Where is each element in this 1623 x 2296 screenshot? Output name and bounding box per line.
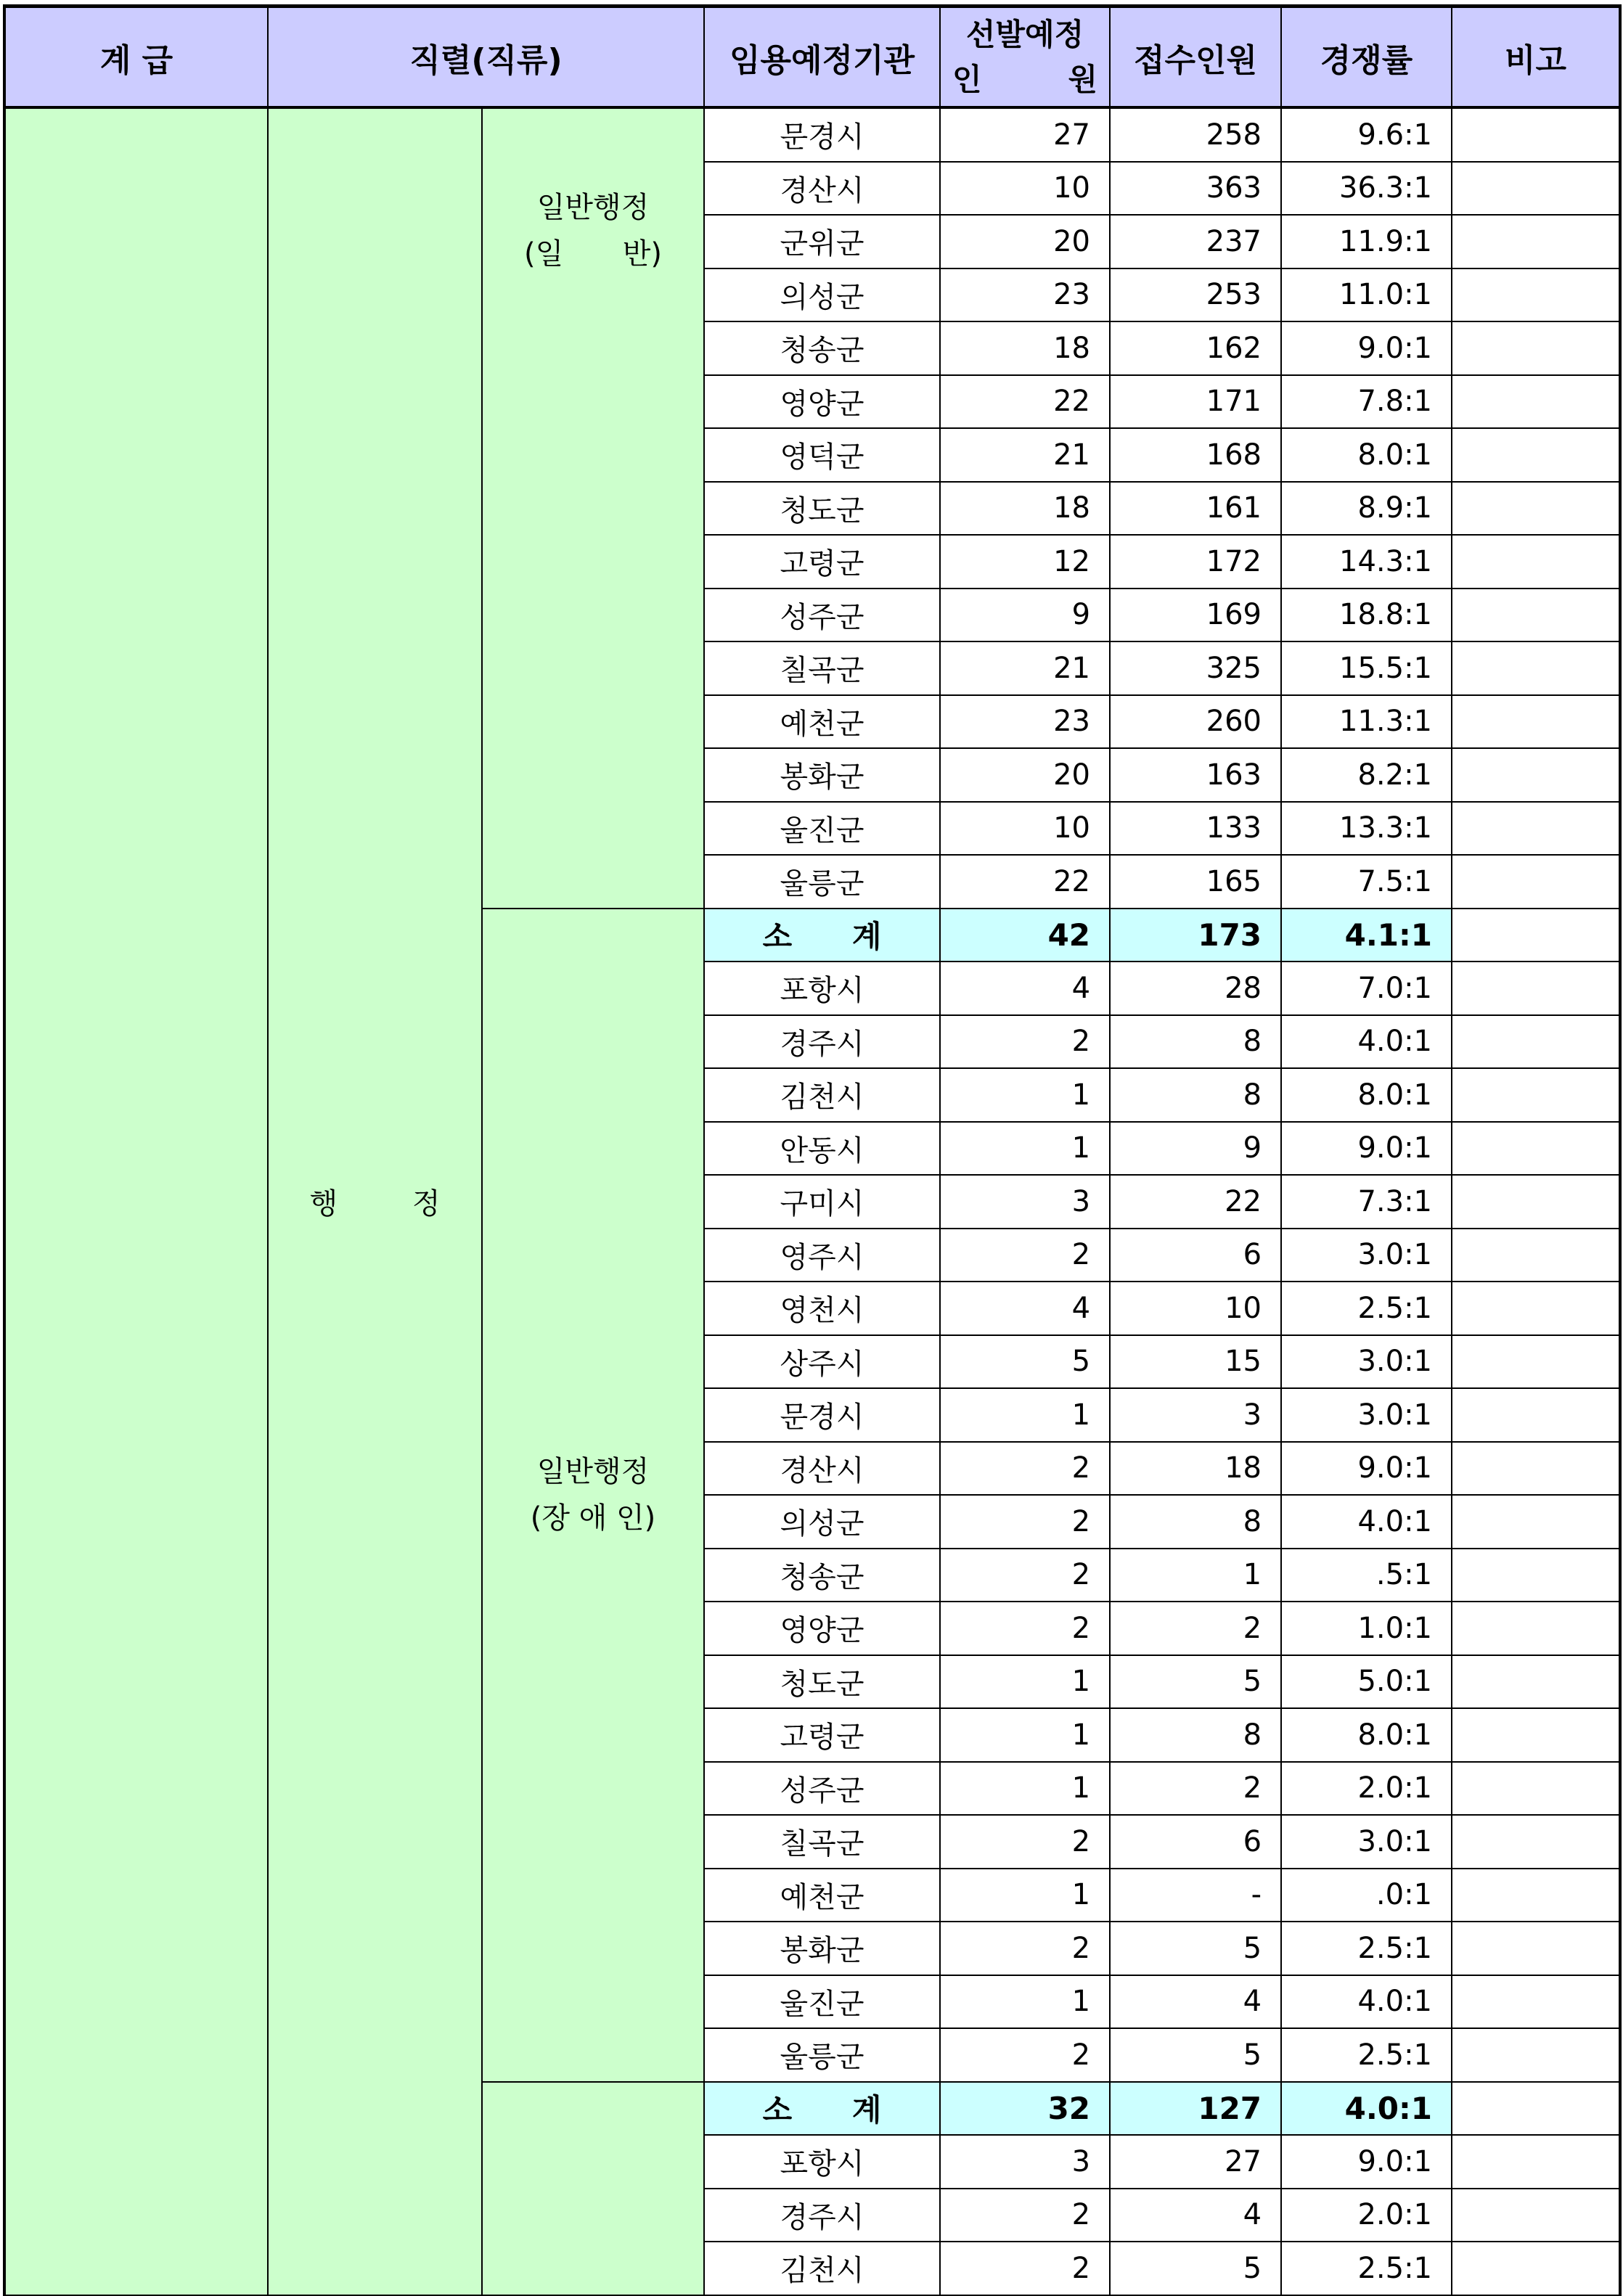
ratio-cell: 2.5:1 [1281, 1922, 1452, 1975]
agency-cell: 울진군 [704, 1975, 940, 2029]
ratio-cell: 2.5:1 [1281, 2028, 1452, 2082]
quota-cell: 4 [940, 962, 1110, 1015]
quota-cell: 2 [940, 1922, 1110, 1975]
ratio-cell: 7.8:1 [1281, 375, 1452, 429]
quota-cell: 12 [940, 535, 1110, 589]
applicants-cell: 165 [1110, 855, 1281, 909]
remarks-cell [1452, 1335, 1620, 1389]
ratio-cell: 11.9:1 [1281, 215, 1452, 268]
remarks-cell [1452, 1602, 1620, 1655]
applicants-cell: 363 [1110, 162, 1281, 216]
applicants-cell: 8 [1110, 1068, 1281, 1122]
applicants-cell: 168 [1110, 428, 1281, 482]
applicants-cell: 8 [1110, 1495, 1281, 1549]
quota-cell: 5 [940, 1335, 1110, 1389]
category-cell [482, 909, 704, 2082]
quota-cell: 3 [940, 2135, 1110, 2189]
remarks-cell [1452, 855, 1620, 909]
agency-cell: 영양군 [704, 375, 940, 429]
remarks-cell [1452, 1762, 1620, 1816]
quota-cell: 1 [940, 1655, 1110, 1709]
ratio-cell: 3.0:1 [1281, 1335, 1452, 1389]
ratio-cell: 3.0:1 [1281, 1388, 1452, 1442]
remarks-cell [1452, 1175, 1620, 1229]
quota-cell: 2 [940, 2189, 1110, 2242]
agency-cell: 성주군 [704, 589, 940, 642]
applicants-cell: 325 [1110, 641, 1281, 695]
applicants-cell: 4 [1110, 2189, 1281, 2242]
agency-cell: 문경시 [704, 1388, 940, 1442]
applicants-cell: 173 [1110, 909, 1281, 962]
quota-cell: 4 [940, 1282, 1110, 1335]
applicants-cell: 18 [1110, 1442, 1281, 1496]
header-ratio: 경쟁률 [1281, 7, 1452, 108]
applicants-cell: 3 [1110, 1388, 1281, 1442]
applicants-cell: 133 [1110, 802, 1281, 856]
ratio-cell: 4.1:1 [1281, 909, 1452, 962]
applicants-cell: 172 [1110, 535, 1281, 589]
category-cell [482, 107, 704, 909]
remarks-cell [1452, 1495, 1620, 1549]
remarks-cell [1452, 962, 1620, 1015]
category-cell [482, 2082, 704, 2295]
remarks-cell [1452, 1068, 1620, 1122]
quota-cell: 1 [940, 1975, 1110, 2029]
header-quota-char-b: 원 [1068, 61, 1098, 97]
remarks-cell [1452, 641, 1620, 695]
quota-cell: 18 [940, 321, 1110, 375]
agency-cell: 예천군 [704, 1869, 940, 1922]
applicants-cell: 161 [1110, 482, 1281, 536]
ratio-cell: 14.3:1 [1281, 535, 1452, 589]
category-line2: (장 애 인) [530, 1501, 656, 1535]
agency-cell: 울릉군 [704, 855, 940, 909]
ratio-cell: 36.3:1 [1281, 162, 1452, 216]
agency-cell: 영천시 [704, 1282, 940, 1335]
ratio-cell: 4.0:1 [1281, 1495, 1452, 1549]
applicants-cell: 22 [1110, 1175, 1281, 1229]
remarks-cell [1452, 1815, 1620, 1869]
table-row [4, 107, 1620, 162]
applicants-cell: 28 [1110, 962, 1281, 1015]
quota-cell: 18 [940, 482, 1110, 536]
ratio-cell: 13.3:1 [1281, 802, 1452, 856]
remarks-cell [1452, 1229, 1620, 1282]
header-quota [940, 7, 1110, 108]
quota-cell: 23 [940, 695, 1110, 749]
applicants-cell: 260 [1110, 695, 1281, 749]
category-line2 [524, 231, 662, 277]
applicants-cell: 169 [1110, 589, 1281, 642]
agency-cell: 포항시 [704, 962, 940, 1015]
remarks-cell [1452, 1388, 1620, 1442]
remarks-cell [1452, 748, 1620, 802]
ratio-cell: 4.0:1 [1281, 1975, 1452, 2029]
quota-cell: 1 [940, 1122, 1110, 1176]
remarks-cell [1452, 1708, 1620, 1762]
applicants-cell: 8 [1110, 1015, 1281, 1069]
remarks-cell [1452, 535, 1620, 589]
ratio-cell: 18.8:1 [1281, 589, 1452, 642]
agency-cell: 고령군 [704, 1708, 940, 1762]
quota-cell: 1 [940, 1708, 1110, 1762]
quota-cell: 2 [940, 1015, 1110, 1069]
remarks-cell [1452, 321, 1620, 375]
quota-cell: 2 [940, 2028, 1110, 2082]
quota-cell: 21 [940, 428, 1110, 482]
quota-cell: 2 [940, 1229, 1110, 1282]
remarks-cell [1452, 695, 1620, 749]
subtotal-label: 소 계 [704, 2082, 940, 2136]
remarks-cell [1452, 215, 1620, 268]
remarks-cell [1452, 482, 1620, 536]
applicants-cell: 9 [1110, 1122, 1281, 1176]
remarks-cell [1452, 2082, 1620, 2136]
quota-cell: 1 [940, 1762, 1110, 1816]
remarks-cell [1452, 2242, 1620, 2295]
header-quota-char-a: 인 [952, 61, 982, 97]
remarks-cell [1452, 107, 1620, 162]
ratio-cell: 3.0:1 [1281, 1229, 1452, 1282]
applicants-cell: 6 [1110, 1229, 1281, 1282]
header-remarks: 비고 [1452, 7, 1620, 108]
quota-cell: 3 [940, 1175, 1110, 1229]
category-line1: 일반행정 [536, 1455, 650, 1488]
quota-cell: 23 [940, 268, 1110, 322]
agency-cell: 청도군 [704, 1655, 940, 1709]
remarks-cell [1452, 589, 1620, 642]
applicants-cell: 27 [1110, 2135, 1281, 2189]
agency-cell: 영주시 [704, 1229, 940, 1282]
header-quota-line1: 선발예정 [965, 16, 1084, 52]
remarks-cell [1452, 2135, 1620, 2189]
agency-cell: 김천시 [704, 2242, 940, 2295]
ratio-cell: 4.0:1 [1281, 2082, 1452, 2136]
quota-cell: 20 [940, 748, 1110, 802]
subtotal-label: 소 계 [704, 909, 940, 962]
quota-cell: 22 [940, 375, 1110, 429]
recruitment-table [3, 4, 1622, 2296]
agency-cell: 청송군 [704, 321, 940, 375]
ratio-cell: 2.0:1 [1281, 1762, 1452, 1816]
agency-cell: 구미시 [704, 1175, 940, 1229]
ratio-cell: 2.0:1 [1281, 2189, 1452, 2242]
ratio-cell: 7.3:1 [1281, 1175, 1452, 1229]
ratio-cell: 9.0:1 [1281, 321, 1452, 375]
remarks-cell [1452, 1122, 1620, 1176]
quota-cell: 2 [940, 2242, 1110, 2295]
agency-cell: 상주시 [704, 1335, 940, 1389]
quota-cell: 20 [940, 215, 1110, 268]
quota-cell: 2 [940, 1815, 1110, 1869]
table-body [4, 107, 1620, 2295]
applicants-cell: 163 [1110, 748, 1281, 802]
agency-cell: 울진군 [704, 802, 940, 856]
quota-cell: 1 [940, 1869, 1110, 1922]
remarks-cell [1452, 375, 1620, 429]
agency-cell: 봉화군 [704, 1922, 940, 1975]
quota-cell: 32 [940, 2082, 1110, 2136]
quota-cell: 27 [940, 107, 1110, 162]
quota-cell: 2 [940, 1549, 1110, 1602]
applicants-cell: 2 [1110, 1762, 1281, 1816]
ratio-cell: 11.3:1 [1281, 695, 1452, 749]
ratio-cell: 9.0:1 [1281, 2135, 1452, 2189]
quota-cell: 42 [940, 909, 1110, 962]
applicants-cell: 1 [1110, 1549, 1281, 1602]
applicants-cell: 15 [1110, 1335, 1281, 1389]
quota-cell: 10 [940, 162, 1110, 216]
quota-cell: 2 [940, 1602, 1110, 1655]
agency-cell: 경산시 [704, 1442, 940, 1496]
header-grade: 계 급 [4, 7, 268, 108]
ratio-cell: .0:1 [1281, 1869, 1452, 1922]
ratio-cell: 8.0:1 [1281, 1068, 1452, 1122]
ratio-cell: 9.0:1 [1281, 1442, 1452, 1496]
agency-cell: 고령군 [704, 535, 940, 589]
series-label-char: 행 [309, 1187, 338, 1221]
category-line2-part: (일 [524, 237, 564, 271]
series-cell [268, 107, 482, 2295]
ratio-cell: 1.0:1 [1281, 1602, 1452, 1655]
quota-cell: 2 [940, 1495, 1110, 1549]
header-applicants: 접수인원 [1110, 7, 1281, 108]
remarks-cell [1452, 268, 1620, 322]
category-line2-part: 반) [622, 237, 662, 271]
agency-cell: 봉화군 [704, 748, 940, 802]
series-label [310, 1181, 441, 1222]
agency-cell: 울릉군 [704, 2028, 940, 2082]
remarks-cell [1452, 1922, 1620, 1975]
agency-cell: 칠곡군 [704, 1815, 940, 1869]
applicants-cell: 6 [1110, 1815, 1281, 1869]
remarks-cell [1452, 1869, 1620, 1922]
agency-cell: 포항시 [704, 2135, 940, 2189]
agency-cell: 의성군 [704, 1495, 940, 1549]
quota-cell: 9 [940, 589, 1110, 642]
remarks-cell [1452, 802, 1620, 856]
grade-cell [4, 107, 268, 2295]
remarks-cell [1452, 1549, 1620, 1602]
agency-cell: 영양군 [704, 1602, 940, 1655]
ratio-cell: 9.6:1 [1281, 107, 1452, 162]
ratio-cell: 2.5:1 [1281, 2242, 1452, 2295]
quota-cell: 22 [940, 855, 1110, 909]
quota-cell: 21 [940, 641, 1110, 695]
remarks-cell [1452, 1015, 1620, 1069]
ratio-cell: 7.0:1 [1281, 962, 1452, 1015]
agency-cell: 의성군 [704, 268, 940, 322]
applicants-cell: 10 [1110, 1282, 1281, 1335]
quota-cell: 1 [940, 1388, 1110, 1442]
remarks-cell [1452, 1282, 1620, 1335]
header-series: 직렬(직류) [268, 7, 704, 108]
remarks-cell [1452, 2028, 1620, 2082]
agency-cell: 예천군 [704, 695, 940, 749]
quota-cell: 10 [940, 802, 1110, 856]
applicants-cell: 2 [1110, 1602, 1281, 1655]
quota-cell: 2 [940, 1442, 1110, 1496]
ratio-cell: .5:1 [1281, 1549, 1452, 1602]
agency-cell: 칠곡군 [704, 641, 940, 695]
ratio-cell: 2.5:1 [1281, 1282, 1452, 1335]
series-label-char: 정 [412, 1187, 441, 1221]
agency-cell: 문경시 [704, 107, 940, 162]
ratio-cell: 5.0:1 [1281, 1655, 1452, 1709]
header-agency: 임용예정기관 [704, 7, 940, 108]
applicants-cell: 4 [1110, 1975, 1281, 2029]
agency-cell: 경산시 [704, 162, 940, 216]
agency-cell: 성주군 [704, 1762, 940, 1816]
applicants-cell: 5 [1110, 2242, 1281, 2295]
agency-cell: 청도군 [704, 482, 940, 536]
remarks-cell [1452, 1655, 1620, 1709]
ratio-cell: 8.2:1 [1281, 748, 1452, 802]
ratio-cell: 4.0:1 [1281, 1015, 1452, 1069]
applicants-cell: 5 [1110, 1922, 1281, 1975]
remarks-cell [1452, 909, 1620, 962]
remarks-cell [1452, 1975, 1620, 2029]
quota-cell: 1 [940, 1068, 1110, 1122]
ratio-cell: 7.5:1 [1281, 855, 1452, 909]
agency-cell: 경주시 [704, 1015, 940, 1069]
ratio-cell: 8.0:1 [1281, 428, 1452, 482]
applicants-cell: 171 [1110, 375, 1281, 429]
applicants-cell: 237 [1110, 215, 1281, 268]
ratio-cell: 11.0:1 [1281, 268, 1452, 322]
applicants-cell: 5 [1110, 2028, 1281, 2082]
applicants-cell: 127 [1110, 2082, 1281, 2136]
applicants-cell: - [1110, 1869, 1281, 1922]
applicants-cell: 8 [1110, 1708, 1281, 1762]
ratio-cell: 8.0:1 [1281, 1708, 1452, 1762]
category-line1: 일반행정 [536, 191, 650, 224]
remarks-cell [1452, 162, 1620, 216]
applicants-cell: 258 [1110, 107, 1281, 162]
header-quota-line2 [941, 57, 1109, 102]
ratio-cell: 9.0:1 [1281, 1122, 1452, 1176]
remarks-cell [1452, 1442, 1620, 1496]
agency-cell: 군위군 [704, 215, 940, 268]
ratio-cell: 8.9:1 [1281, 482, 1452, 536]
ratio-cell: 15.5:1 [1281, 641, 1452, 695]
applicants-cell: 5 [1110, 1655, 1281, 1709]
applicants-cell: 162 [1110, 321, 1281, 375]
applicants-cell: 253 [1110, 268, 1281, 322]
agency-cell: 청송군 [704, 1549, 940, 1602]
remarks-cell [1452, 428, 1620, 482]
agency-cell: 경주시 [704, 2189, 940, 2242]
remarks-cell [1452, 2189, 1620, 2242]
agency-cell: 김천시 [704, 1068, 940, 1122]
header-row [4, 7, 1620, 108]
agency-cell: 영덕군 [704, 428, 940, 482]
agency-cell: 안동시 [704, 1122, 940, 1176]
ratio-cell: 3.0:1 [1281, 1815, 1452, 1869]
